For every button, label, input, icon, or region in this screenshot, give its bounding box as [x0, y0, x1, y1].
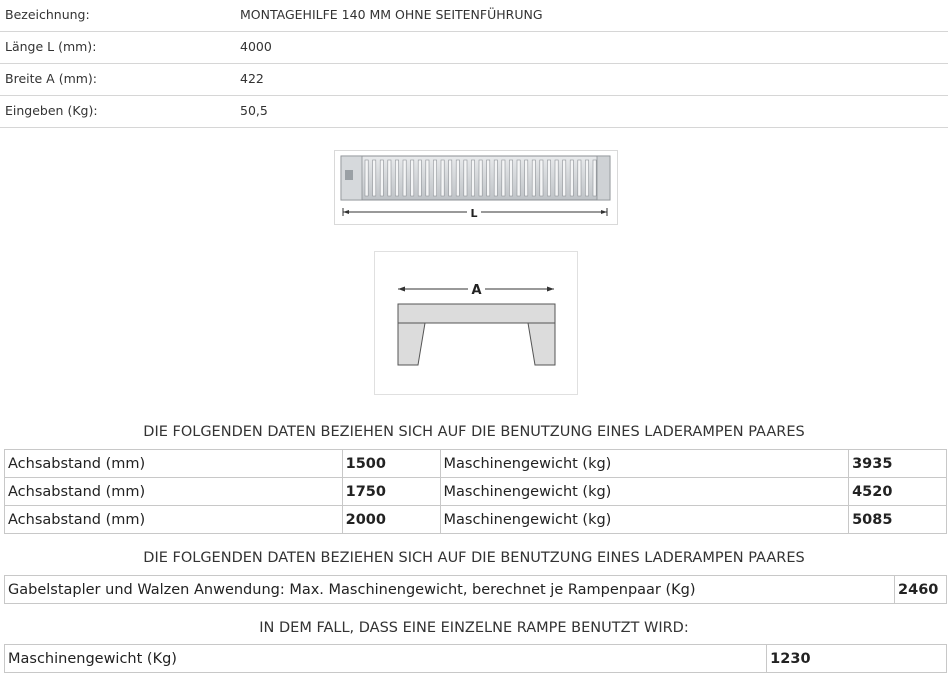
- ramp-slat: [509, 160, 512, 196]
- machine-weight-value: 4520: [849, 478, 947, 506]
- spec-row-laenge: [0, 32, 948, 64]
- section-heading-single-ramp: IN DEM FALL, DASS EINE EINZELNE RAMPE BENUTZT WIRD:: [259, 620, 689, 636]
- table-row: [5, 645, 947, 673]
- ramp-slat: [563, 160, 566, 196]
- spec-label: Bezeichnung:: [5, 7, 90, 22]
- ramp-slat: [555, 160, 558, 196]
- spec-value: 422: [240, 71, 264, 86]
- ramp-slat: [395, 160, 398, 196]
- single-ramp-value: 1230: [767, 645, 947, 673]
- ramp-slat: [570, 160, 573, 196]
- ramp-slat: [578, 160, 581, 196]
- ramp-top-view-drawing: [335, 151, 617, 224]
- machine-weight-label: Maschinengewicht (kg): [440, 506, 849, 534]
- wheelbase-value: 2000: [342, 506, 440, 534]
- ramp-front-view-drawing: [375, 252, 577, 394]
- ramp-slat: [433, 160, 436, 196]
- table-row: [5, 506, 947, 534]
- ramp-slat: [540, 160, 543, 196]
- ramp-slat: [494, 160, 497, 196]
- ramp-slat: [547, 160, 550, 196]
- ramp-slat: [365, 160, 368, 196]
- single-ramp-table: [4, 644, 947, 673]
- wheelbase-weight-table: [4, 449, 947, 534]
- ramp-slat: [585, 160, 588, 196]
- single-ramp-label: Maschinengewicht (Kg): [5, 645, 767, 673]
- spec-value: 50,5: [240, 103, 268, 118]
- spec-row-gewicht: [0, 96, 948, 128]
- spec-label: Eingeben (Kg):: [5, 103, 98, 118]
- ramp-slat: [532, 160, 535, 196]
- ramp-slat: [426, 160, 429, 196]
- wheelbase-value: 1500: [342, 450, 440, 478]
- ramp-slat: [517, 160, 520, 196]
- spec-value: MONTAGEHILFE 140 MM OHNE SEITENFÜHRUNG: [240, 7, 543, 22]
- ramp-slat: [525, 160, 528, 196]
- ramp-slat: [464, 160, 467, 196]
- ramp-slat: [456, 160, 459, 196]
- spec-label: Länge L (mm):: [5, 39, 97, 54]
- table-row: [5, 478, 947, 506]
- section-heading-pair: DIE FOLGENDEN DATEN BEZIEHEN SICH AUF DIE BENUTZUNG EINES LADERAMPEN PAARES: [143, 424, 805, 440]
- spec-row-bezeichnung: [0, 0, 948, 32]
- section-heading-forklift: DIE FOLGENDEN DATEN BEZIEHEN SICH AUF DIE BENUTZUNG EINES LADERAMPEN PAARES: [143, 550, 805, 566]
- ramp-slat: [487, 160, 490, 196]
- spec-value: 4000: [240, 39, 272, 54]
- ramp-slat: [403, 160, 406, 196]
- ramp-slat: [449, 160, 452, 196]
- dimension-label-a: A: [471, 283, 482, 298]
- forklift-value: 2460: [895, 576, 947, 604]
- forklift-label: Gabelstapler und Walzen Anwendung: Max. Maschinengewicht, berechnet je Rampenpaar (Kg): [5, 576, 895, 604]
- wheelbase-label: Achsabstand (mm): [5, 450, 343, 478]
- machine-weight-value: 5085: [849, 506, 947, 534]
- ramp-slat: [479, 160, 482, 196]
- wheelbase-label: Achsabstand (mm): [5, 478, 343, 506]
- machine-weight-label: Maschinengewicht (kg): [440, 450, 849, 478]
- machine-weight-value: 3935: [849, 450, 947, 478]
- ramp-slat: [471, 160, 474, 196]
- ramp-slat: [418, 160, 421, 196]
- ramp-slat: [373, 160, 376, 196]
- wheelbase-value: 1750: [342, 478, 440, 506]
- ramp-top-view-figure: [334, 150, 618, 225]
- spec-label: Breite A (mm):: [5, 71, 98, 86]
- ramp-slat: [593, 160, 596, 196]
- ramp-slat: [502, 160, 505, 196]
- dimension-label-l: L: [470, 207, 478, 220]
- ramp-slat: [441, 160, 444, 196]
- table-row: [5, 576, 947, 604]
- ramp-front-view-figure: [374, 251, 578, 395]
- spec-row-breite: [0, 64, 948, 96]
- ramp-slat: [411, 160, 414, 196]
- wheelbase-label: Achsabstand (mm): [5, 506, 343, 534]
- machine-weight-label: Maschinengewicht (kg): [440, 478, 849, 506]
- ramp-slat: [388, 160, 391, 196]
- forklift-table: [4, 575, 947, 604]
- ramp-slat: [380, 160, 383, 196]
- table-row: [5, 450, 947, 478]
- spec-list: [0, 0, 948, 128]
